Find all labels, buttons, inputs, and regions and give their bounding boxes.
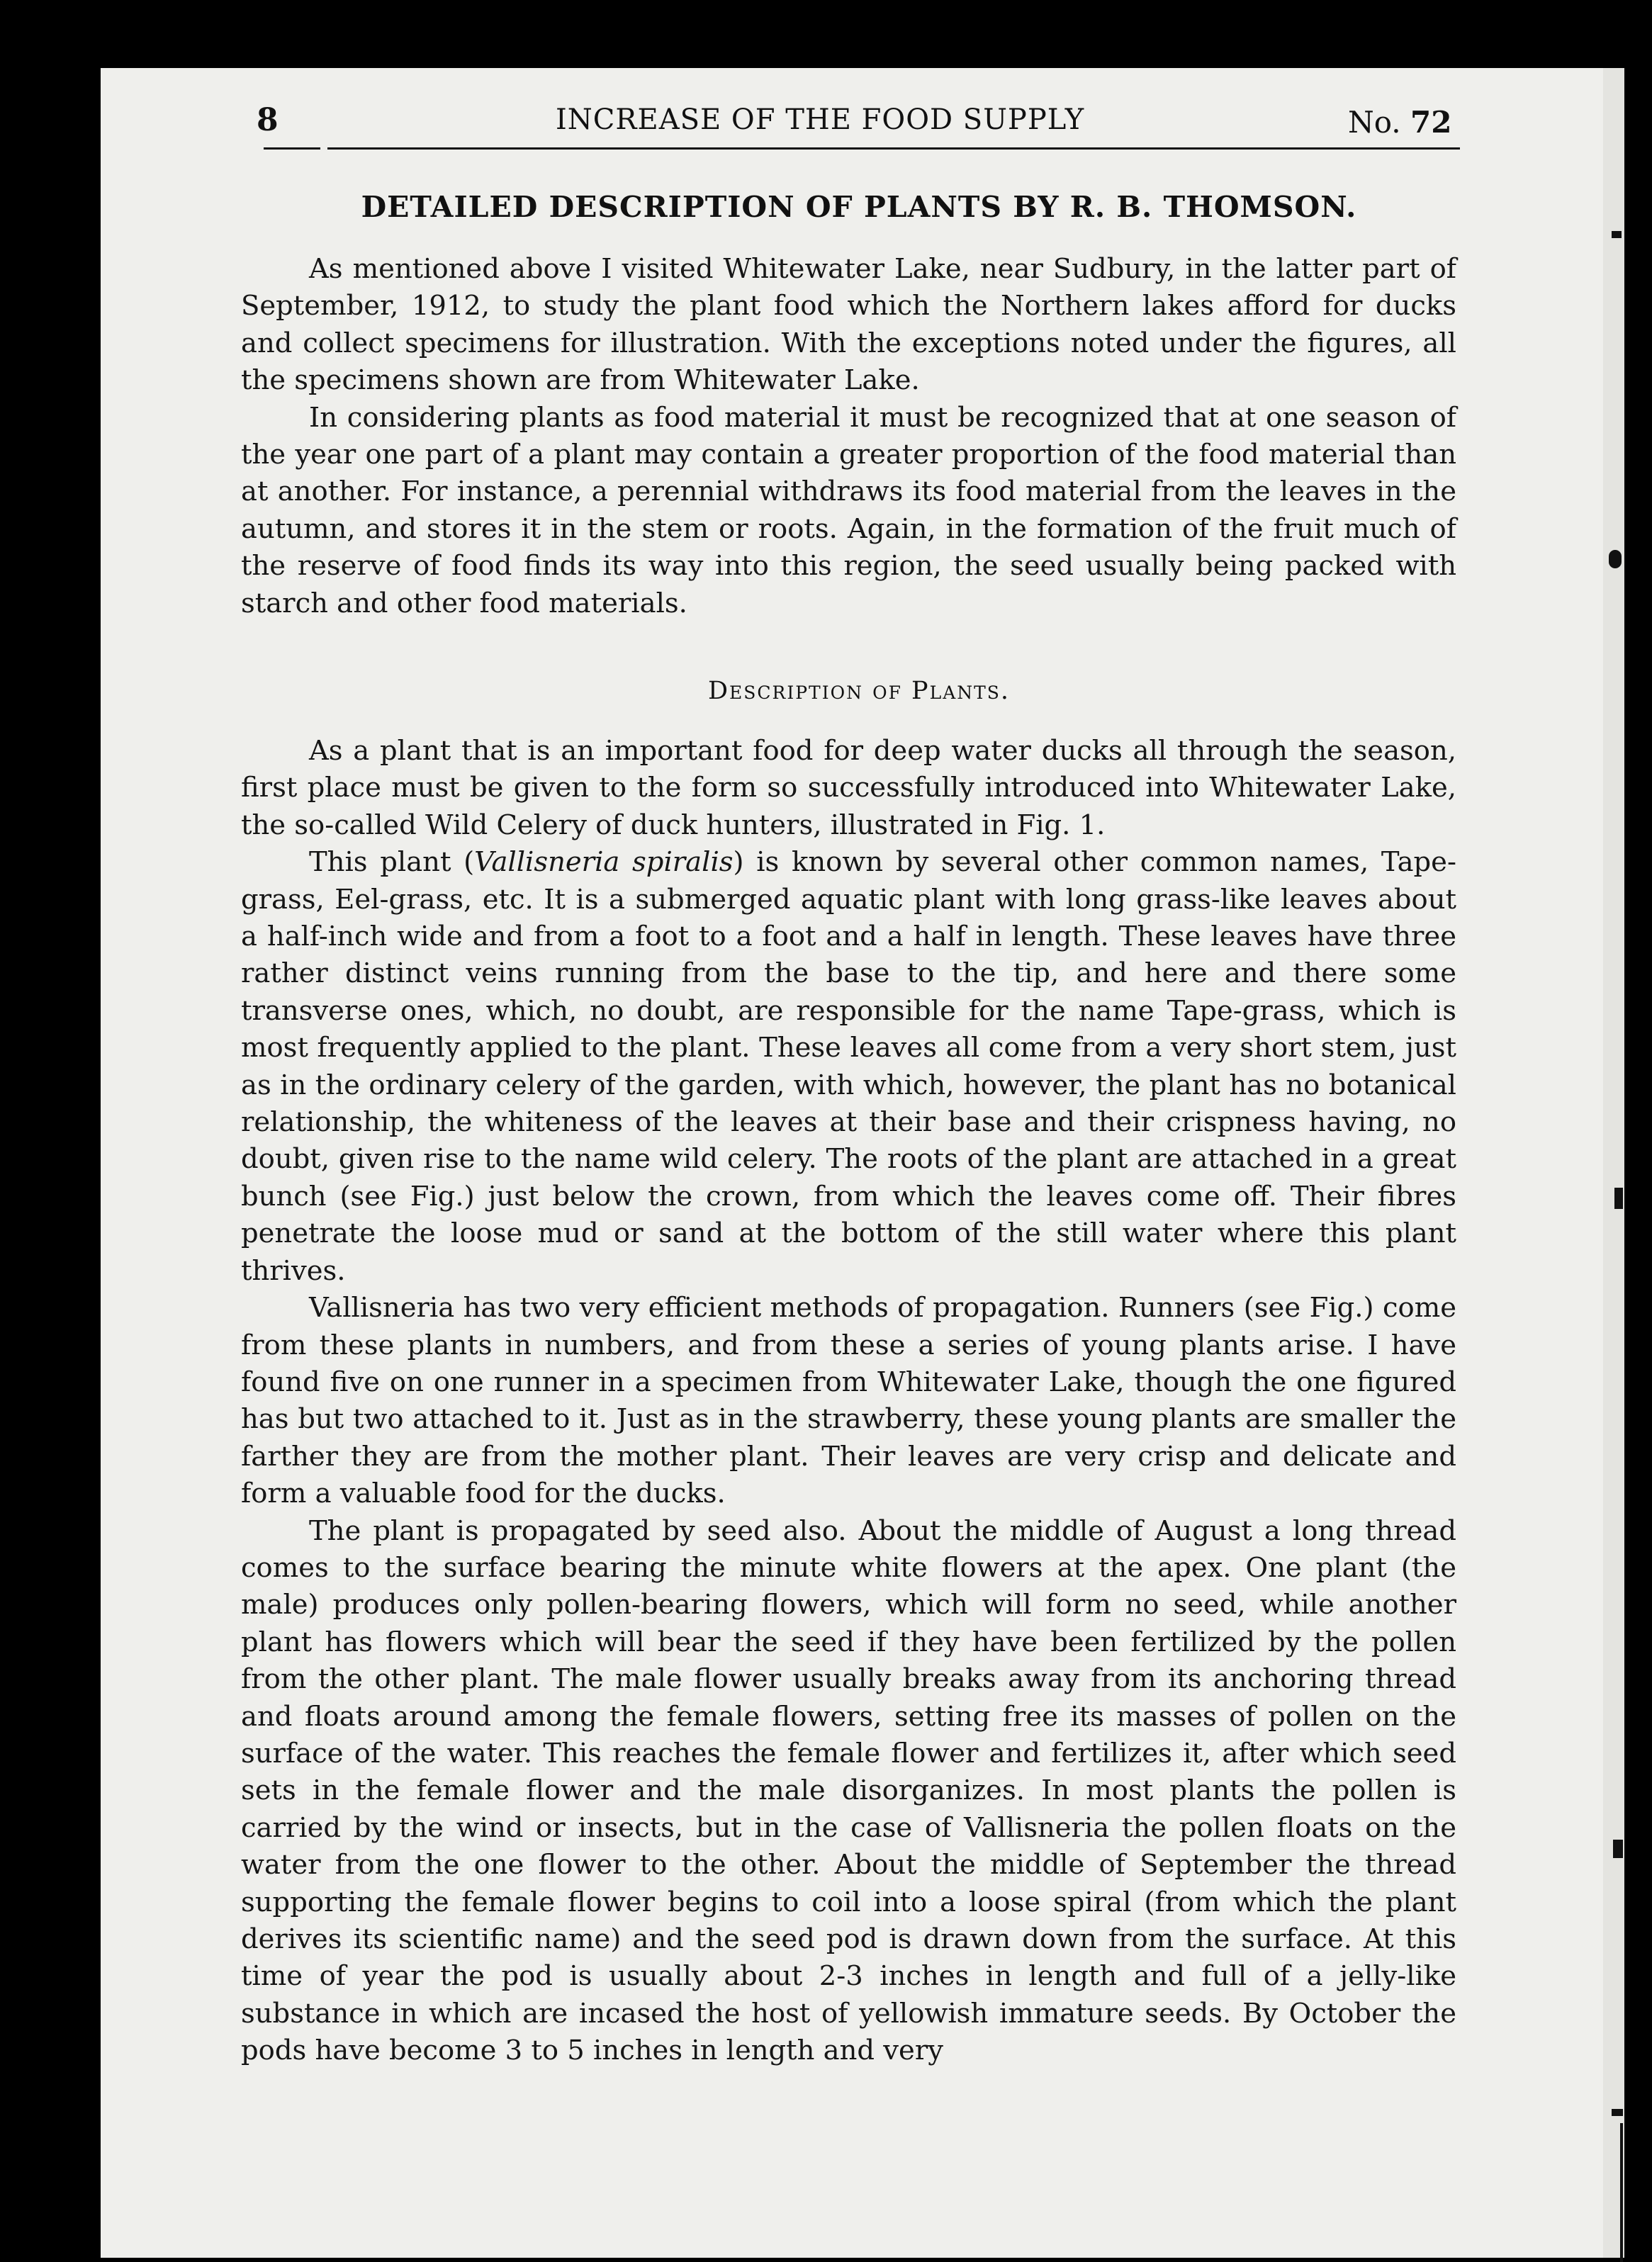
header-rule — [327, 147, 1460, 150]
running-title: INCREASE OF THE FOOD SUPPLY — [556, 103, 1085, 136]
subsection-title: Description of Plants. — [707, 677, 1011, 705]
header-rule — [264, 147, 320, 150]
issue-value: 72 — [1410, 105, 1452, 140]
page-number: 8 — [257, 102, 279, 138]
paragraph: As a plant that is an important food for deep water ducks all through the season, first place must be given to the form so successfully introduced into Whitewater Lake, the so-called Wild Celery of duck hunters, illustrated in Fig. 1. — [241, 735, 1456, 841]
edge-mark — [1614, 1188, 1623, 1209]
paragraph: Vallisneria has two very efficient methods of propagation. Runners (see Fig.) come from these plants in numbers, and from these a series of young plants arise. I have found five on one runner in a specimen from Whitewater Lake, though the one figured has but two attached to it. Just as in the strawberry, these young plants are smaller the farther they are from the mother plant. Their leaves are very crisp and delicate and form a valuable food for the ducks. — [241, 1292, 1456, 1510]
intro-text — [241, 251, 1456, 622]
edge-mark — [1620, 2123, 1623, 2262]
edge-mark — [1613, 1840, 1623, 1858]
latin-name: Vallisneria spiralis — [474, 846, 734, 879]
paragraph: As mentioned above I visited Whitewater Lake, near Sudbury, in the latter part of September, 1912, to study the plant food which the Northern lakes afford for ducks and collect specimens for illustration. With the exceptions noted under the figures, all the specimens shown are from Whitewater Lake. — [241, 253, 1456, 397]
section-title: DETAILED DESCRIPTION OF PLANTS BY R. B. THOMSON. — [361, 190, 1357, 224]
issue-number — [1348, 105, 1451, 140]
paragraph: The plant is propagated by seed also. About the middle of August a long thread comes to the surface bearing the minute white flowers at the apex. One plant (the male) produces only pollen-bearing flowers, which will form no seed, while another plant has flowers which will bear the seed if they have been fertilized by the pollen from the other plant. The male flower usually breaks away from its anchoring thread and floats around among the female flowers, setting free its masses of pollen on the surface of the water. This reaches the female flower and fertilizes it, after which seed sets in the female flower and the male disorganizes. In most plants the pollen is carried by the wind or insects, but in the case of Vallisneria the pollen floats on the water from the one flower to the other. About the middle of September the thread supporting the female flower begins to coil into a loose spiral (from which the plant derives its scientific name) and the seed pod is drawn down from the surface. At this time of year the pod is usually about 2-3 inches in length and full of a jelly-like substance in which are incased the host of yellowish immature seeds. By October the pods have become 3 to 5 inches in length and very — [241, 1514, 1456, 2067]
edge-mark — [1612, 231, 1622, 238]
plant-description-text — [241, 733, 1456, 2070]
text-run: This plant ( — [309, 846, 475, 879]
edge-mark — [1609, 550, 1622, 568]
paragraph: In considering plants as food material it must be recognized that at one season of the year one part of a plant may contain a greater proportion of the food material than at another. For instance, a perennial withdraws its food material from the leaves in the autumn, and stores it in the stem or roots. Again, in the formation of the fruit much of the reserve of food finds its way into this region, the seed usually being packed with starch and other food materials. — [241, 401, 1456, 619]
paragraph — [241, 844, 1456, 1290]
running-header — [257, 102, 1461, 152]
issue-label: No. — [1348, 105, 1401, 140]
edge-mark — [1612, 2109, 1623, 2116]
text-run: ) is known by several other common names, Tape-grass, Eel-grass, etc. It is a submerged aquatic plant with long grass-like leaves about a half-inch wide and from a foot to a foot and a half in length. These leaves have three rather distinct veins running from the base to the tip, and here and there some transverse ones, which, no doubt, are responsible for the name Tape-grass, which is most frequently applied to the plant. These leaves all come from a very short stem, just as in the ordinary celery of the garden, with which, however, the plant has no botanical relationship, the whiteness of the leaves at their base and their crispness having, no doubt, given rise to the name wild celery. The roots of the plant are attached in a great bunch (see Fig.) just below the crown, from which the leaves come off. Their fibres penetrate the loose mud or sand at the bottom of the still water where this plant thrives. — [241, 846, 1456, 1287]
binding-edge — [1603, 68, 1624, 2258]
